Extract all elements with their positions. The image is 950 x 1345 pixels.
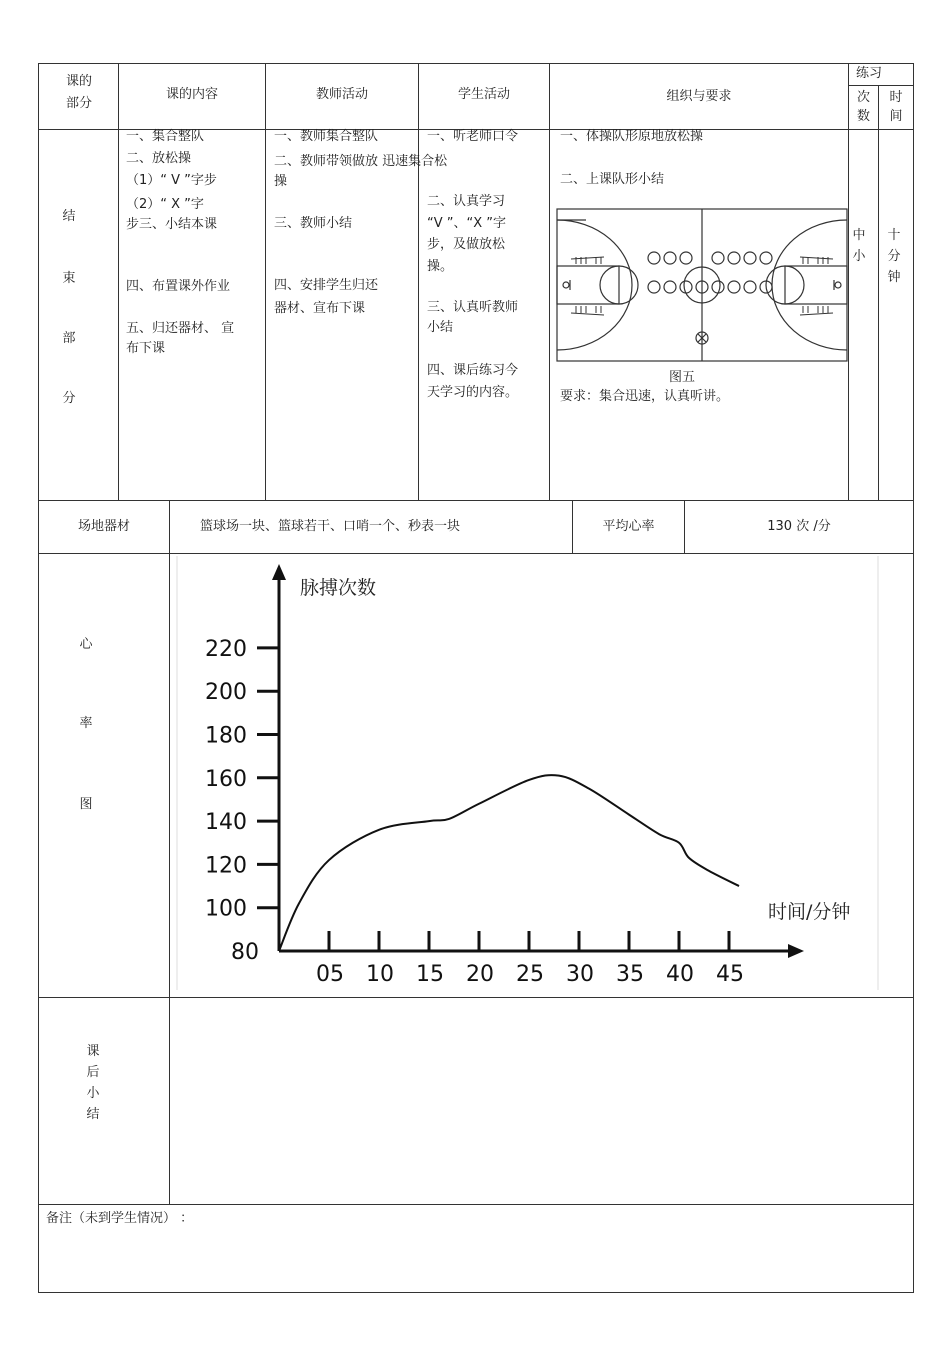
teacher-item: 二、教师带领做放 迅速集合松 [274,154,448,169]
practice-duration-1: 十 [887,228,901,243]
heart-rate-chart [176,556,880,994]
y-tick-label: 120 [205,853,247,879]
header-duration-2: 间 [889,109,903,124]
content-item: 布下课 [126,341,166,356]
content-item: 二、放松操 [126,151,192,166]
content-item: （2）“ X ”字 [126,197,204,212]
avg-hr-value: 130 次 /分 [767,519,831,534]
student-item: 天学习的内容。 [427,385,519,400]
x-tick-label: 45 [716,962,744,987]
remarks: 备注（未到学生情况） ： [46,1211,194,1226]
student-item: 步，及做放松 [427,237,506,252]
x-axis-arrow [788,944,804,958]
header-teacher: 教师活动 [315,87,368,102]
content-item: 五、归还器材、 宣 [126,321,235,336]
org-line2: 二、上课队形小结 [560,172,665,187]
basketball-court-diagram [556,208,850,364]
teacher-item: 器材、宣布下课 [274,301,366,316]
content-item: （1）“ V ”字步 [126,173,217,188]
three-point-arc-left [557,220,632,350]
hr-label-1: 心 [79,637,93,652]
x-tick-label: 20 [466,962,494,987]
section-char-4: 分 [62,391,76,406]
student-item: 二、认真学习 [427,194,506,209]
header-section-line1: 课的 [65,74,92,89]
practice-duration-2: 分 [887,249,901,264]
header-duration-1: 时 [889,90,903,105]
hr-label-3: 图 [79,797,93,812]
org-line1: 一、体操队形原地放松操 [560,129,704,144]
teacher-item: 四、安排学生归还 [274,278,379,293]
section-char-1: 结 [62,209,76,224]
summary-label-1: 课 [86,1044,100,1059]
header-times-2: 数 [856,109,870,124]
student-item: 一、听老师口令 [427,129,519,144]
x-tick-label: 15 [416,962,444,987]
content-item: 四、布置课外作业 [126,279,231,294]
y-tick-label: 80 [231,940,259,965]
practice-duration-3: 钟 [887,270,901,285]
student-formation [648,252,772,293]
teacher-item: 三、教师小结 [274,216,353,231]
practice-times-1: 中 [852,228,866,243]
x-tick-label: 30 [566,962,594,987]
chart-ylabel: 脉搏次数 [300,577,377,599]
header-section-line2: 部分 [65,96,92,111]
practice-times-2: 小 [852,249,866,264]
chart-xlabel: 时间/分钟 [768,901,851,923]
teacher-item: 一、教师集合整队 [274,129,379,144]
y-tick-label: 100 [205,896,247,922]
student-item: “V ”、“X ”字 [427,216,507,231]
student-item: 三、认真听教师 [427,300,519,315]
student-item: 四、课后练习今 [427,363,519,378]
header-times-1: 次 [856,90,870,105]
section-char-3: 部 [62,331,76,346]
org-requirement: 要求：集合迅速，认真听讲。 [560,389,730,404]
x-tick-label: 05 [316,962,344,987]
y-tick-label: 220 [205,636,247,662]
content-item: 一、集合整队 [126,129,205,144]
y-tick-label: 200 [205,680,247,706]
summary-label-4: 结 [86,1107,100,1122]
hr-label-2: 率 [79,716,93,731]
venue-label: 场地器材 [77,519,130,534]
header-org: 组织与要求 [666,89,732,104]
x-tick-label: 35 [616,962,644,987]
venue-value: 篮球场一块、篮球若干、口哨一个、秒表一块 [200,519,461,534]
avg-hr-label: 平均心率 [602,519,655,534]
section-char-2: 束 [62,271,76,286]
y-axis-arrow [272,564,286,580]
x-tick-label: 40 [666,962,694,987]
summary-label-2: 后 [86,1065,100,1080]
header-practice: 练习 [856,66,883,81]
heart-rate-line [279,775,739,951]
content-item: 步三、小结本课 [126,217,218,232]
x-tick-label: 25 [516,962,544,987]
y-tick-label: 140 [205,810,247,836]
teacher-item: 操 [274,174,288,189]
header-content: 课的内容 [165,87,218,102]
header-student: 学生活动 [457,87,510,102]
y-tick-label: 180 [205,723,247,749]
y-tick-label: 160 [205,766,247,792]
student-item: 小结 [427,320,454,335]
figure-caption: 图五 [669,370,696,385]
student-item: 操。 [427,259,454,274]
x-tick-label: 10 [366,962,394,987]
summary-label-3: 小 [86,1086,100,1101]
three-point-arc-right [772,220,847,350]
